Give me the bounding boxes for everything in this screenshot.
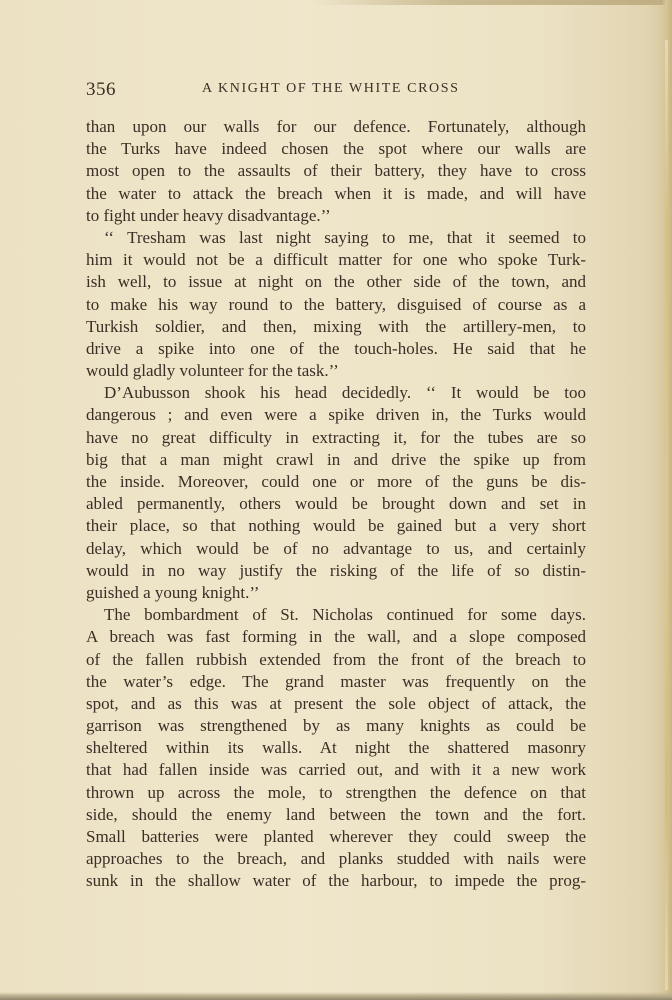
page-top-edge — [310, 0, 672, 5]
text-line: the Turks have indeed chosen the spot where our walls are — [86, 139, 586, 159]
text-line: Small batteries were planted wherever they could sweep the — [86, 827, 586, 846]
text-line: that had fallen inside was carried out, and with it a new work — [86, 760, 586, 780]
text-line: abled permanently, others would be brought down and set in — [86, 494, 586, 514]
text-line: sheltered within its walls. At night the shattered masonry — [86, 738, 586, 758]
text-line: A breach was fast forming in the wall, and a slope composed — [86, 627, 586, 647]
page-bottom-edge — [0, 992, 672, 1000]
running-title: A KNIGHT OF THE WHITE CROSS — [202, 81, 460, 96]
text-line: The bombardment of St. Nicholas continued for some days. — [104, 605, 586, 625]
text-line: most open to the assaults of their battery, they have to cross — [86, 161, 586, 181]
text-line: approaches to the breach, and planks studded with nails were — [86, 849, 586, 869]
body-text — [86, 116, 586, 893]
text-line: to make his way round to the battery, disguised of course as a — [86, 294, 586, 314]
text-line: spot, and as this was at present the sole object of attack, the — [86, 693, 586, 713]
text-line: would gladly volunteer for the task.’’ — [86, 361, 339, 381]
text-line: guished a young knight.’’ — [86, 582, 260, 602]
page-number: 356 — [86, 79, 116, 100]
text-line: sunk in the shallow water of the harbour, to impede the prog- — [86, 871, 586, 891]
text-line: of the fallen rubbish extended from the front of the breach to — [86, 649, 586, 669]
text-line: to fight under heavy disadvantage.’’ — [86, 205, 331, 225]
text-line: the inside. Moreover, could one or more of the guns be dis- — [86, 472, 586, 491]
text-line: the water to attack the breach when it is made, and will have — [86, 183, 586, 203]
text-line: the water’s edge. The grand master was frequently on the — [86, 671, 586, 691]
text-line: dangerous ; and even were a spike driven in, the Turks would — [86, 405, 586, 425]
text-line: garrison was strengthened by as many knights as could be — [86, 716, 586, 736]
text-line: their place, so that nothing would be gained but a very short — [86, 516, 586, 536]
text-line: delay, which would be of no advantage to us, and certainly — [86, 538, 586, 558]
text-line: ‘‘ Tresham was last night saying to me, that it seemed to — [104, 227, 586, 247]
text-line: drive a spike into one of the touch-holes. He said that he — [86, 338, 586, 358]
text-line: than upon our walls for our defence. Fortunately, although — [86, 117, 586, 136]
text-line: have no great difficulty in extracting it, for the tubes are so — [86, 427, 586, 447]
text-line: ish well, to issue at night on the other side of the town, and — [86, 272, 586, 292]
text-line: Turkish soldier, and then, mixing with the artillery-men, to — [86, 316, 586, 336]
page-binding-edge — [665, 40, 668, 990]
text-line: side, should the enemy land between the town and the fort. — [86, 804, 586, 824]
text-line: big that a man might crawl in and drive the spike up from — [86, 449, 586, 469]
text-line: D’Aubusson shook his head decidedly. ‘‘ It would be too — [104, 383, 586, 403]
text-line: thrown up across the mole, to strengthen the defence on that — [86, 782, 586, 802]
text-line: him it would not be a difficult matter for one who spoke Turk- — [86, 250, 586, 270]
text-line: would in no way justify the risking of the life of so distin- — [86, 560, 586, 580]
running-header — [86, 79, 584, 103]
